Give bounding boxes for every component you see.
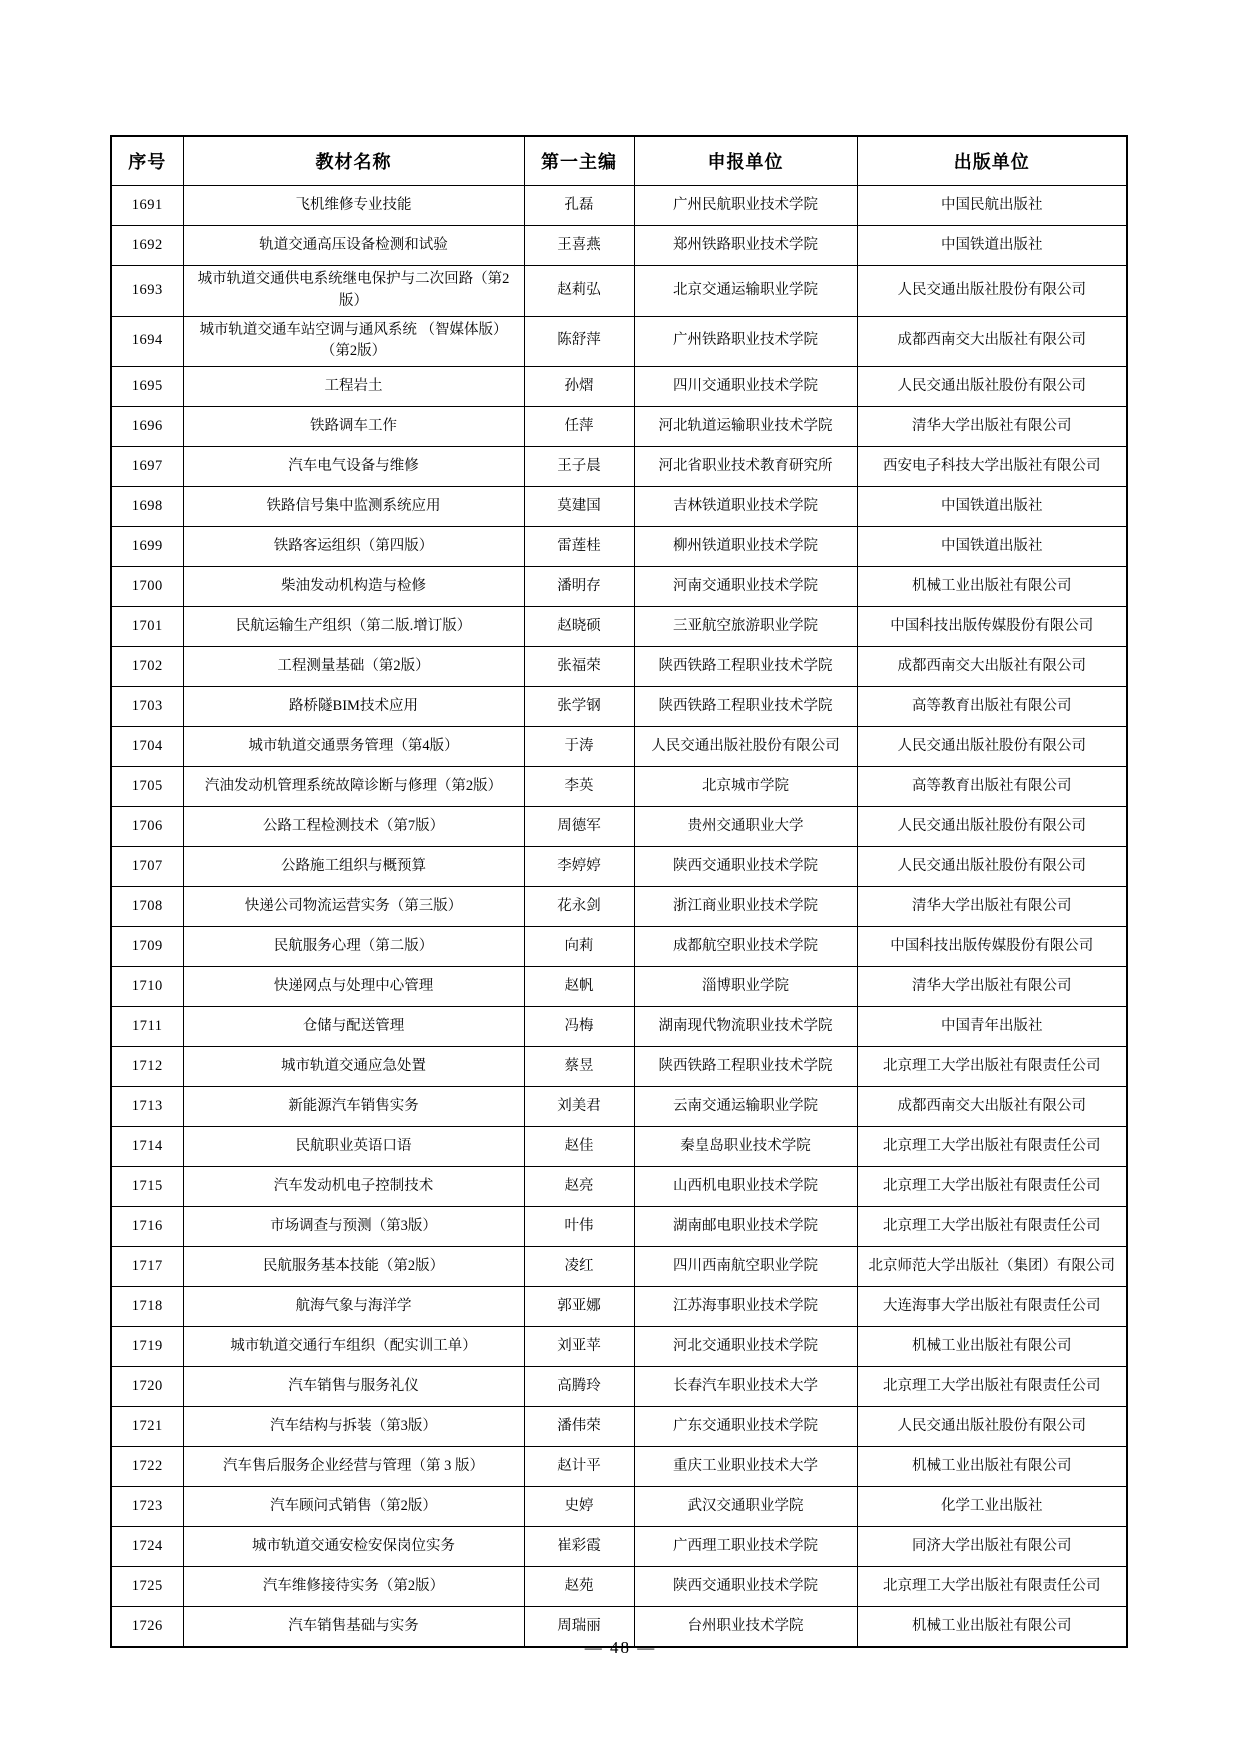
cell-publisher: 人民交通出版社股份有限公司 xyxy=(857,367,1127,407)
cell-editor: 史婷 xyxy=(524,1487,634,1527)
cell-editor: 刘亚苹 xyxy=(524,1327,634,1367)
cell-editor: 莫建国 xyxy=(524,487,634,527)
table-row xyxy=(111,1247,1127,1287)
cell-editor: 叶伟 xyxy=(524,1207,634,1247)
cell-publisher: 北京师范大学出版社（集团）有限公司 xyxy=(857,1247,1127,1287)
cell-publisher: 中国科技出版传媒股份有限公司 xyxy=(857,927,1127,967)
cell-applicant: 河北轨道运输职业技术学院 xyxy=(634,407,857,447)
cell-serial: 1720 xyxy=(111,1367,183,1407)
cell-applicant: 陕西铁路工程职业技术学院 xyxy=(634,647,857,687)
cell-publisher: 同济大学出版社有限公司 xyxy=(857,1527,1127,1567)
cell-editor: 赵亮 xyxy=(524,1167,634,1207)
cell-editor: 赵帆 xyxy=(524,967,634,1007)
cell-title: 民航职业英语口语 xyxy=(183,1127,524,1167)
cell-title: 汽油发动机管理系统故障诊断与修理（第2版） xyxy=(183,767,524,807)
cell-serial: 1702 xyxy=(111,647,183,687)
cell-publisher: 中国青年出版社 xyxy=(857,1007,1127,1047)
cell-serial: 1695 xyxy=(111,367,183,407)
table-row xyxy=(111,1407,1127,1447)
cell-editor: 李英 xyxy=(524,767,634,807)
cell-title: 城市轨道交通应急处置 xyxy=(183,1047,524,1087)
cell-title: 柴油发动机构造与检修 xyxy=(183,567,524,607)
cell-editor: 孔磊 xyxy=(524,186,634,226)
cell-applicant: 北京交通运输职业学院 xyxy=(634,266,857,317)
cell-editor: 李婷婷 xyxy=(524,847,634,887)
cell-editor: 王子晨 xyxy=(524,447,634,487)
cell-applicant: 云南交通运输职业学院 xyxy=(634,1087,857,1127)
cell-editor: 潘明存 xyxy=(524,567,634,607)
table-row xyxy=(111,807,1127,847)
table-row xyxy=(111,767,1127,807)
cell-title: 工程岩土 xyxy=(183,367,524,407)
table-row xyxy=(111,1527,1127,1567)
cell-serial: 1692 xyxy=(111,226,183,266)
cell-editor: 赵苑 xyxy=(524,1567,634,1607)
table-row xyxy=(111,1287,1127,1327)
cell-title: 城市轨道交通车站空调与通风系统 （智媒体版）（第2版） xyxy=(183,316,524,367)
cell-serial: 1699 xyxy=(111,527,183,567)
cell-title: 公路工程检测技术（第7版） xyxy=(183,807,524,847)
cell-publisher: 北京理工大学出版社有限责任公司 xyxy=(857,1207,1127,1247)
cell-applicant: 四川交通职业技术学院 xyxy=(634,367,857,407)
cell-serial: 1694 xyxy=(111,316,183,367)
cell-serial: 1700 xyxy=(111,567,183,607)
cell-applicant: 山西机电职业技术学院 xyxy=(634,1167,857,1207)
cell-applicant: 河北交通职业技术学院 xyxy=(634,1327,857,1367)
cell-applicant: 陕西铁路工程职业技术学院 xyxy=(634,687,857,727)
cell-serial: 1696 xyxy=(111,407,183,447)
cell-publisher: 机械工业出版社有限公司 xyxy=(857,1447,1127,1487)
cell-applicant: 重庆工业职业技术大学 xyxy=(634,1447,857,1487)
cell-serial: 1708 xyxy=(111,887,183,927)
cell-editor: 赵莉弘 xyxy=(524,266,634,317)
table-row xyxy=(111,1127,1127,1167)
cell-title: 铁路客运组织（第四版） xyxy=(183,527,524,567)
cell-editor: 潘伟荣 xyxy=(524,1407,634,1447)
cell-editor: 赵计平 xyxy=(524,1447,634,1487)
cell-editor: 周瑞丽 xyxy=(524,1607,634,1648)
cell-title: 公路施工组织与概预算 xyxy=(183,847,524,887)
cell-applicant: 湖南邮电职业技术学院 xyxy=(634,1207,857,1247)
table-row xyxy=(111,266,1127,317)
textbook-table xyxy=(110,135,1128,1648)
cell-editor: 高腾玲 xyxy=(524,1367,634,1407)
table-row xyxy=(111,367,1127,407)
cell-serial: 1724 xyxy=(111,1527,183,1567)
table-row xyxy=(111,727,1127,767)
cell-publisher: 中国铁道出版社 xyxy=(857,487,1127,527)
table-header-row xyxy=(111,136,1127,186)
cell-serial: 1707 xyxy=(111,847,183,887)
cell-serial: 1718 xyxy=(111,1287,183,1327)
cell-applicant: 陕西铁路工程职业技术学院 xyxy=(634,1047,857,1087)
cell-publisher: 机械工业出版社有限公司 xyxy=(857,1607,1127,1648)
cell-publisher: 北京理工大学出版社有限责任公司 xyxy=(857,1367,1127,1407)
cell-editor: 张学钢 xyxy=(524,687,634,727)
cell-applicant: 郑州铁路职业技术学院 xyxy=(634,226,857,266)
cell-serial: 1691 xyxy=(111,186,183,226)
cell-applicant: 台州职业技术学院 xyxy=(634,1607,857,1648)
cell-applicant: 湖南现代物流职业技术学院 xyxy=(634,1007,857,1047)
table-row xyxy=(111,847,1127,887)
cell-editor: 凌红 xyxy=(524,1247,634,1287)
table-row xyxy=(111,607,1127,647)
table-row xyxy=(111,687,1127,727)
cell-editor: 孙熠 xyxy=(524,367,634,407)
cell-publisher: 清华大学出版社有限公司 xyxy=(857,967,1127,1007)
header-editor: 第一主编 xyxy=(524,136,634,186)
cell-serial: 1701 xyxy=(111,607,183,647)
table-row xyxy=(111,186,1127,226)
cell-title: 路桥隧BIM技术应用 xyxy=(183,687,524,727)
cell-serial: 1713 xyxy=(111,1087,183,1127)
cell-publisher: 人民交通出版社股份有限公司 xyxy=(857,847,1127,887)
header-title: 教材名称 xyxy=(183,136,524,186)
table-row xyxy=(111,887,1127,927)
cell-title: 汽车销售基础与实务 xyxy=(183,1607,524,1648)
cell-applicant: 陕西交通职业技术学院 xyxy=(634,847,857,887)
cell-serial: 1721 xyxy=(111,1407,183,1447)
cell-applicant: 浙江商业职业技术学院 xyxy=(634,887,857,927)
cell-title: 汽车电气设备与维修 xyxy=(183,447,524,487)
table-row xyxy=(111,407,1127,447)
table-row xyxy=(111,927,1127,967)
table-row xyxy=(111,316,1127,367)
cell-title: 民航服务基本技能（第2版） xyxy=(183,1247,524,1287)
table-row xyxy=(111,447,1127,487)
cell-applicant: 淄博职业学院 xyxy=(634,967,857,1007)
cell-applicant: 广西理工职业技术学院 xyxy=(634,1527,857,1567)
table-row xyxy=(111,1487,1127,1527)
cell-title: 新能源汽车销售实务 xyxy=(183,1087,524,1127)
cell-title: 城市轨道交通行车组织（配实训工单） xyxy=(183,1327,524,1367)
cell-applicant: 人民交通出版社股份有限公司 xyxy=(634,727,857,767)
cell-serial: 1716 xyxy=(111,1207,183,1247)
cell-title: 市场调查与预测（第3版） xyxy=(183,1207,524,1247)
cell-publisher: 人民交通出版社股份有限公司 xyxy=(857,807,1127,847)
cell-publisher: 北京理工大学出版社有限责任公司 xyxy=(857,1167,1127,1207)
cell-applicant: 三亚航空旅游职业学院 xyxy=(634,607,857,647)
header-publisher: 出版单位 xyxy=(857,136,1127,186)
cell-applicant: 长春汽车职业技术大学 xyxy=(634,1367,857,1407)
page-number: — 48 — xyxy=(584,1638,657,1657)
cell-title: 民航服务心理（第二版） xyxy=(183,927,524,967)
cell-editor: 任萍 xyxy=(524,407,634,447)
cell-applicant: 北京城市学院 xyxy=(634,767,857,807)
cell-editor: 崔彩霞 xyxy=(524,1527,634,1567)
cell-serial: 1719 xyxy=(111,1327,183,1367)
cell-title: 铁路调车工作 xyxy=(183,407,524,447)
cell-editor: 周德军 xyxy=(524,807,634,847)
cell-applicant: 河北省职业技术教育研究所 xyxy=(634,447,857,487)
cell-serial: 1703 xyxy=(111,687,183,727)
cell-serial: 1712 xyxy=(111,1047,183,1087)
cell-publisher: 成都西南交大出版社有限公司 xyxy=(857,316,1127,367)
cell-publisher: 成都西南交大出版社有限公司 xyxy=(857,647,1127,687)
cell-publisher: 中国民航出版社 xyxy=(857,186,1127,226)
cell-publisher: 化学工业出版社 xyxy=(857,1487,1127,1527)
cell-title: 快递网点与处理中心管理 xyxy=(183,967,524,1007)
cell-applicant: 柳州铁道职业技术学院 xyxy=(634,527,857,567)
cell-title: 汽车顾问式销售（第2版） xyxy=(183,1487,524,1527)
cell-serial: 1697 xyxy=(111,447,183,487)
cell-applicant: 广东交通职业技术学院 xyxy=(634,1407,857,1447)
cell-publisher: 人民交通出版社股份有限公司 xyxy=(857,266,1127,317)
cell-applicant: 成都航空职业技术学院 xyxy=(634,927,857,967)
table-row xyxy=(111,1367,1127,1407)
cell-title: 仓储与配送管理 xyxy=(183,1007,524,1047)
cell-applicant: 广州民航职业技术学院 xyxy=(634,186,857,226)
cell-publisher: 中国铁道出版社 xyxy=(857,527,1127,567)
cell-title: 民航运输生产组织（第二版.增订版） xyxy=(183,607,524,647)
cell-applicant: 吉林铁道职业技术学院 xyxy=(634,487,857,527)
cell-publisher: 高等教育出版社有限公司 xyxy=(857,687,1127,727)
cell-applicant: 武汉交通职业学院 xyxy=(634,1487,857,1527)
cell-title: 航海气象与海洋学 xyxy=(183,1287,524,1327)
cell-editor: 刘美君 xyxy=(524,1087,634,1127)
cell-serial: 1715 xyxy=(111,1167,183,1207)
cell-serial: 1722 xyxy=(111,1447,183,1487)
cell-publisher: 机械工业出版社有限公司 xyxy=(857,567,1127,607)
cell-publisher: 中国科技出版传媒股份有限公司 xyxy=(857,607,1127,647)
cell-publisher: 北京理工大学出版社有限责任公司 xyxy=(857,1047,1127,1087)
cell-applicant: 河南交通职业技术学院 xyxy=(634,567,857,607)
cell-publisher: 北京理工大学出版社有限责任公司 xyxy=(857,1127,1127,1167)
cell-editor: 向莉 xyxy=(524,927,634,967)
table-row xyxy=(111,967,1127,1007)
cell-serial: 1714 xyxy=(111,1127,183,1167)
cell-title: 汽车发动机电子控制技术 xyxy=(183,1167,524,1207)
cell-publisher: 成都西南交大出版社有限公司 xyxy=(857,1087,1127,1127)
cell-serial: 1698 xyxy=(111,487,183,527)
cell-editor: 张福荣 xyxy=(524,647,634,687)
header-serial: 序号 xyxy=(111,136,183,186)
cell-serial: 1726 xyxy=(111,1607,183,1648)
cell-editor: 赵佳 xyxy=(524,1127,634,1167)
cell-title: 汽车维修接待实务（第2版） xyxy=(183,1567,524,1607)
table-row xyxy=(111,1207,1127,1247)
cell-editor: 雷莲桂 xyxy=(524,527,634,567)
cell-editor: 郭亚娜 xyxy=(524,1287,634,1327)
table-row xyxy=(111,1567,1127,1607)
cell-publisher: 人民交通出版社股份有限公司 xyxy=(857,1407,1127,1447)
table-body xyxy=(111,186,1127,1648)
cell-title: 飞机维修专业技能 xyxy=(183,186,524,226)
table-row xyxy=(111,1167,1127,1207)
table-row xyxy=(111,567,1127,607)
cell-editor: 王喜燕 xyxy=(524,226,634,266)
cell-serial: 1709 xyxy=(111,927,183,967)
cell-editor: 陈舒萍 xyxy=(524,316,634,367)
table-row xyxy=(111,1087,1127,1127)
cell-serial: 1710 xyxy=(111,967,183,1007)
cell-publisher: 高等教育出版社有限公司 xyxy=(857,767,1127,807)
cell-publisher: 清华大学出版社有限公司 xyxy=(857,407,1127,447)
table-row xyxy=(111,226,1127,266)
table-row xyxy=(111,487,1127,527)
cell-serial: 1704 xyxy=(111,727,183,767)
table-row xyxy=(111,527,1127,567)
cell-serial: 1706 xyxy=(111,807,183,847)
cell-editor: 于涛 xyxy=(524,727,634,767)
cell-serial: 1717 xyxy=(111,1247,183,1287)
cell-publisher: 大连海事大学出版社有限责任公司 xyxy=(857,1287,1127,1327)
cell-publisher: 北京理工大学出版社有限责任公司 xyxy=(857,1567,1127,1607)
cell-serial: 1705 xyxy=(111,767,183,807)
cell-editor: 赵晓硕 xyxy=(524,607,634,647)
table-row xyxy=(111,1007,1127,1047)
cell-title: 汽车结构与拆装（第3版） xyxy=(183,1407,524,1447)
table-row xyxy=(111,647,1127,687)
cell-serial: 1711 xyxy=(111,1007,183,1047)
cell-serial: 1725 xyxy=(111,1567,183,1607)
cell-publisher: 西安电子科技大学出版社有限公司 xyxy=(857,447,1127,487)
cell-title: 铁路信号集中监测系统应用 xyxy=(183,487,524,527)
cell-applicant: 广州铁路职业技术学院 xyxy=(634,316,857,367)
cell-applicant: 秦皇岛职业技术学院 xyxy=(634,1127,857,1167)
table-row xyxy=(111,1447,1127,1487)
cell-title: 工程测量基础（第2版） xyxy=(183,647,524,687)
table-row xyxy=(111,1327,1127,1367)
cell-applicant: 陕西交通职业技术学院 xyxy=(634,1567,857,1607)
cell-title: 轨道交通高压设备检测和试验 xyxy=(183,226,524,266)
cell-editor: 冯梅 xyxy=(524,1007,634,1047)
cell-applicant: 四川西南航空职业学院 xyxy=(634,1247,857,1287)
cell-publisher: 机械工业出版社有限公司 xyxy=(857,1327,1127,1367)
header-applicant: 申报单位 xyxy=(634,136,857,186)
cell-title: 城市轨道交通票务管理（第4版） xyxy=(183,727,524,767)
cell-title: 汽车售后服务企业经营与管理（第 3 版） xyxy=(183,1447,524,1487)
cell-publisher: 中国铁道出版社 xyxy=(857,226,1127,266)
cell-serial: 1693 xyxy=(111,266,183,317)
cell-title: 快递公司物流运营实务（第三版） xyxy=(183,887,524,927)
cell-publisher: 人民交通出版社股份有限公司 xyxy=(857,727,1127,767)
cell-applicant: 贵州交通职业大学 xyxy=(634,807,857,847)
cell-applicant: 江苏海事职业技术学院 xyxy=(634,1287,857,1327)
cell-title: 汽车销售与服务礼仪 xyxy=(183,1367,524,1407)
cell-editor: 花永剑 xyxy=(524,887,634,927)
cell-publisher: 清华大学出版社有限公司 xyxy=(857,887,1127,927)
cell-editor: 蔡昱 xyxy=(524,1047,634,1087)
cell-title: 城市轨道交通供电系统继电保护与二次回路（第2版） xyxy=(183,266,524,317)
table-row xyxy=(111,1047,1127,1087)
cell-title: 城市轨道交通安检安保岗位实务 xyxy=(183,1527,524,1567)
cell-serial: 1723 xyxy=(111,1487,183,1527)
